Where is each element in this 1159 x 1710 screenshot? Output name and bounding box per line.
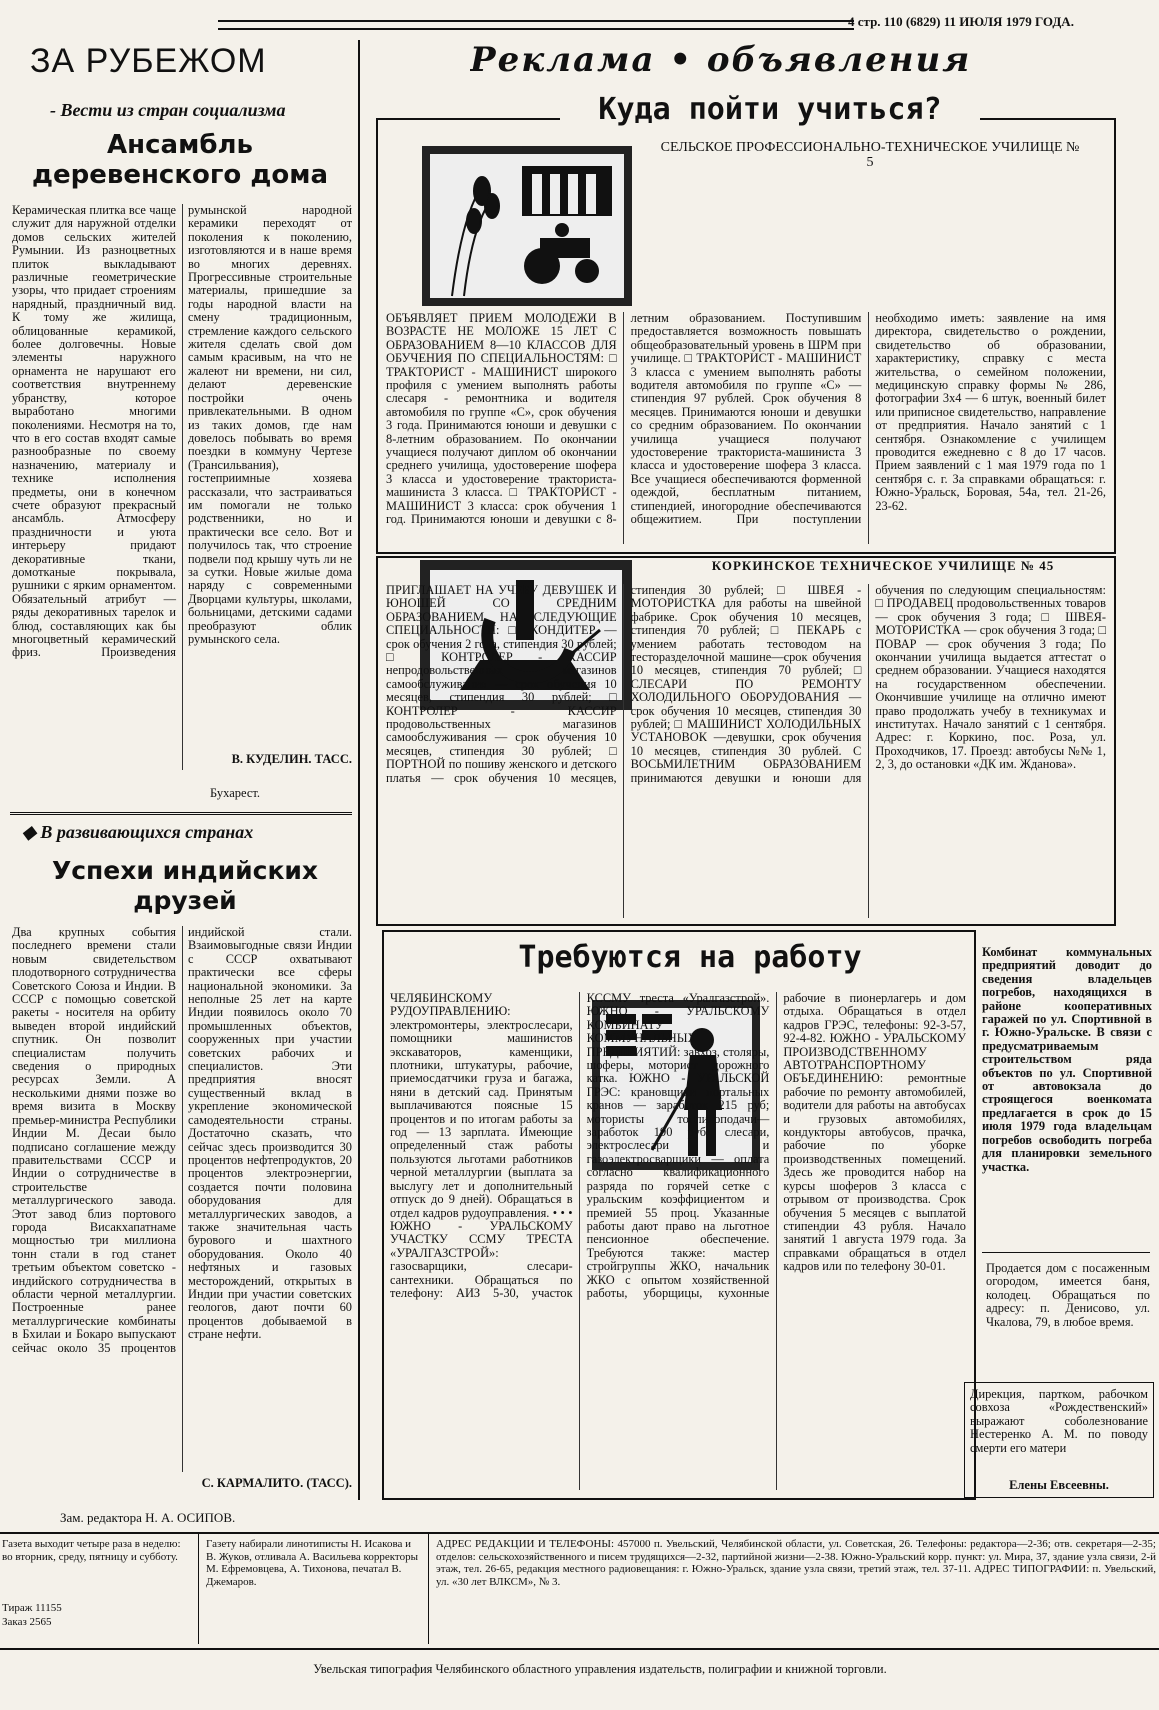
- jobs-body: ЧЕЛЯБИНСКОМУ РУДОУПРАВЛЕНИЮ: электромонтеры, электрослесари, помощники машинистов экскаваторов, каменщики, плотники, штукатуры, рабочие, приемосдатчики груза и багажа, няни в детский сад. Принятым выплачиваются поясные 15 процентов и по итогам работы за год — 13 зарплата. Имеющие определенный стаж работы пользуются льготами работников черной металлургии (выплата за выслугу лет и дополнительный отпуск до 9 дней). Обращаться в отдел кадров рудоуправления. • • • ЮЖНО - УРАЛЬСКОМУ УЧАСТКУ ССМУ ТРЕСТА «УРАЛГАЗСТРОЙ»: газосварщики, слесари-сантехники. Обращаться по телефону: АИЗ 5-30, участок КССМУ треста «Уралгазстрой». ЮЖНО - УРАЛЬСКОМУ КОМБИНАТУ КОММУНАЛЬНЫХ ПРЕДПРИЯТИЙ: завхоз, столяры, шоферы, моторист дорожного катка. ЮЖНО - УРАЛЬСКОЙ ГРЭС: крановщики портальных кранов — заработок 215 руб; мотористы топливоподачи—заработок 190 руб; слесари, электрослесари и газоэлектросварщики — оплата согласно квалификационного разряда по горячей сетке с уральским коэффициентом и премией 55 проц. Указанные работы дают право на льготное пенсионное обеспечение. Требуются также: мастер стройгруппы ЖКО, начальник ЖКО с опытом хозяйственной работы, уборщицы, кухонные рабочие в пионерлагерь и дом отдыха. Обращаться в отдел кадров ГРЭС, телефоны: 92-3-57, 92-4-82. ЮЖНО - УРАЛЬСКОМУ ПРОИЗВОДСТВЕННОМУ АВТОТРАНСПОРТНОМУ ОБЪЕДИНЕНИЮ: ремонтные рабочие по ремонту автомобилей, водители для работы на автобусах и грузовых автомобилях, кондукторы автобусов, прачка, рабочие по уборке производственных помещений. Здесь же проводится набор на курсы шоферов 3 класса с отрывом от производства. Срок обучения 5 месяцев с выплатой стипендии 43 рубля. Начало занятий 1 августа 1979 года. За справками обращаться в отдел кадров или по телефону 30-01.: [390, 992, 966, 1300]
- footer-divider-2: [428, 1534, 429, 1644]
- footer-rule-bottom: [0, 1648, 1159, 1650]
- notice-condolence: Дирекция, партком, рабочком совхоза «Рождественский» выражают соболезнование Нестеренко А. М. по поводу смерти его матери: [970, 1388, 1148, 1455]
- article2-author: С. КАРМАЛИТО. (ТАСС).: [201, 1476, 352, 1490]
- article1-title: Ансамбль деревенского дома: [31, 130, 328, 190]
- footer-rule-top: [0, 1532, 1159, 1534]
- footer-typeset: Газету набирали линотиписты Н. Исакова и В. Жуков, отливала А. Васильева корректоры М. Ефремовцева, А. Тихонова, печатал В. Джемаров.: [206, 1538, 418, 1588]
- notice-house: Продается дом с посаженным огородом, имеется баня, колодец. Обращаться по адресу: п. Денисово, ул. Чкалова, 79, в любое время.: [986, 1262, 1150, 1329]
- school1-banner: Куда пойти учиться?: [560, 92, 980, 132]
- article-divider: [10, 812, 352, 815]
- footer-address: АДРЕС РЕДАКЦИИ И ТЕЛЕФОНЫ: 457000 п. Увельский, Челябинской области, ул. Советская, 26. Телефоны: редактора—2-36; отв. секретаря—2-35; отделов: сельскохозяйственного и писем трудящихся—2-32, партийной жизни—2-38. Южно-Уральский корр. пункт: ул. Мира, 37, здание узла связи, 2-й этаж, тел. 26-65, редакция местного радиовещания: г. Южно-Уральск, здание узла связи, третий этаж, тел. 37-11. АДРЕС ТИПОГРАФИИ: п. Увельский, ул. «30 лет ВЛКСМ», № 3.: [436, 1538, 1156, 1588]
- footer-schedule: Газета выходит четыре раза в неделю: во вторник, среду, пятницу и субботу.: [2, 1538, 181, 1563]
- notice-kombinat: Комбинат коммунальных предприятий доводит до сведения владельцев погребов, находящихся в районе кооперативных гаражей по ул. Спортивной в г. Южно-Уральске. В связи с предусматриваемым строительством ряда объектов по ул. Спортивной от автовокзала до строящегося военкомата предлагается в срок до 15 июля 1979 года владельцам погребов освободить погреба для планировки земельного участка.: [982, 946, 1152, 1174]
- article1-author: [180, 752, 352, 784]
- article1-rubric: - Вести из стран социализма: [50, 100, 286, 120]
- footer-printer: Увельская типография Челябинского областного управления издательств, полиграфии и книжной торговли.: [313, 1662, 887, 1676]
- condolence-name: Елены Евсеевны.: [1009, 1478, 1109, 1492]
- editor-line: Зам. редактора Н. А. ОСИПОВ.: [60, 1510, 236, 1525]
- article2-body: Два крупных события последнего времени стали новым свидетельством плодотворного сотрудничества Советского Союза и Индии. В СССР с помощью советской ракеты - носителя на орбиту выведен второй индийский спутник. Он позволит специалистам получить сведения о природных ресурсах Земли. А несколькими днями позже во время визита в Москву премьер-министра Республики Индии М. Десаи было подписано соглашение между правительствами СССР и Индии о сотрудничестве в строительстве металлургического завода. Этот завод близ портового города Висакхапатнаме мощностью три миллиона тонн стали в год станет третьим объектом советско - индийского сотрудничества в области черной металлургии. Построенные ранее металлургические комбинаты в Бхилаи и Бокаро выпускают сейчас около 35 процентов индийской стали. Взаимовыгодные связи Индии с СССР охватывают практически все сферы национальной экономики. За неполные 25 лет на карте Индии появилось около 70 промышленных объектов, сооруженных при участии советских рабочих и специалистов. Эти предприятия вносят существенный вклад в укрепление экономической самодеятельности страны. Достаточно сказать, что сейчас здесь производится 30 процентов нефтепродуктов, 20 процентов электроэнергии, создается почти половина оборудования для металлургических заводов, а также значительная часть бурового и шахтного оборудования. Около 40 нефтяных и газовых месторождений, открытых в Индии при участии советских геологов, дают почти 60 процентов добываемой в стране нефти.: [12, 926, 352, 1355]
- jobs-banner: Требуются на работу: [518, 940, 862, 975]
- tractor-illustration: [422, 146, 632, 306]
- footer-zakaz: Заказ 2565: [2, 1616, 52, 1628]
- footer-divider-1: [198, 1534, 199, 1644]
- school2-name: КОРКИНСКОЕ ТЕХНИЧЕСКОЕ УЧИЛИЩЕ № 45: [711, 558, 1055, 573]
- section-title-abroad: ЗА РУБЕЖОМ: [30, 42, 267, 80]
- issue-line: 4 стр. 110 (6829) 11 ИЮЛЯ 1979 ГОДА.: [848, 14, 1074, 29]
- notice-divider: [982, 1252, 1150, 1253]
- article1-author-name: В. КУДЕЛИН. ТАСС.: [231, 752, 352, 766]
- column-separator: [358, 40, 360, 1500]
- article1-body: Керамическая плитка все чаще служит для наружной отделки домов сельских жителей Румынии. Из разноцветных плиток выкладывают различные геометрические узоры, что придает строениям нарядный, праздничный вид. К тому же жилища, облицованные керамикой, более долговечны. Новые элементы наружного орнамента не нарушают его соответствия внутреннему убранству, которое выработано многими поколениями. Несмотря на то, что в его состав входят самые разнообразные по своему назначению, материалу и технике исполнения предметы, они в конечном счете образуют прекрасный ансамбль. Атмосферу праздничности и уюта интерьеру придают декоративные ткани, домотканые покрывала, рушники с ярким орнаментом. Обязательный атрибут — ряды декоративных тарелок и блюд, составляющих как бы многоцветный керамический фриз. Произведения румынской народной керамики переходят от поколения к поколению, изготовляются и в наше время во многих деревнях. Прогрессивные строительные материалы, пришедшие за годы народной власти на смену традиционным, стремление каждого сельского жителя сделать свой дом самым красивым, на что не жалеют ни времени, ни сил, делают деревенские постройки очень привлекательными. В одном из таких домов, где нам довелось побывать во время поездки в коммуну Чертезе (Трансильвания), гостеприимные хозяева рассказали, что застраиваться им помогали не только родственники, но и практически все село. Вот и получилось так, что строение подвели под крышу чуть ли не за сутки. Новые жилые дома наряду с современными Дворцами культуры, школами, больницами, детскими садами преобразуют облик румынского села.: [12, 204, 352, 660]
- article1-place: Бухарест.: [210, 786, 261, 800]
- school1-name: СЕЛЬСКОЕ ПРОФЕССИОНАЛЬНО-ТЕХНИЧЕСКОЕ УЧИЛИЩЕ № 5: [660, 140, 1080, 170]
- section-title-ads: Реклама • объявления: [470, 40, 972, 80]
- article2-title: Успехи индийских друзей: [51, 856, 319, 915]
- school2-body: ПРИГЛАШАЕТ НА УЧЕБУ ДЕВУШЕК И ЮНОШЕЙ СО СРЕДНИМ ОБРАЗОВАНИЕМ НА СЛЕДУЮЩИЕ СПЕЦИАЛЬНОСТИ: □ КОНДИТЕР — срок обучения 2 года, стипендия 30 рублей; □ КОНТРОЛЕР - КАССИР непродовольственных магазинов самообслуживания — срок обучения 10 месяцев, стипендия 30 рублей; □ КОНТРОЛЕР - КАССИР продовольственных магазинов самообслуживания — срок обучения 10 месяцев, стипендия 30 рублей; □ ПОРТНОЙ по пошиву женского и детского платья — срок обучения 10 месяцев, стипендия 30 рублей; □ ШВЕЯ - МОТОРИСТКА для работы на швейной фабрике. Срок обучения 10 месяцев, стипендия 70 рублей; □ ПЕКАРЬ с умением работать тестоводом на тесторазделочной машине—срок обучения 10 месяцев, стипендия 70 рублей; □ СЛЕСАРИ ПО РЕМОНТУ ХОЛОДИЛЬНОГО ОБОРУДОВАНИЯ — срок обучения 10 месяцев, стипендия 30 рублей; □ МАШИНИСТ ХОЛОДИЛЬНЫХ УСТАНОВОК —девушки, срок обучения 10 месяцев, стипендия 30 рублей. С ВОСЬМИЛЕТНИМ ОБРАЗОВАНИЕМ принимаются девушки и юноши для обучения по следующим специальностям: □ ПРОДАВЕЦ продовольственных товаров — срок обучения 3 года; □ ШВЕЯ-МОТОРИСТКА — срок обучения 3 года; □ ПОВАР — срок обучения 3 года; По окончании училища выдается аттестат о среднем образовании. Учащиеся находятся на государственном обеспечении. Окончившие училище на отлично имеют право продолжать учебу в техникумах и институтах. Начало занятий с 1 сентября. Адрес: г. Коркино, пос. Роза, ул. Проходчиков, 17. Проезд: автобусы №№ 1, 2, 3, до остановки «ДК им. Жданова».: [386, 584, 1106, 785]
- school1-body: ОБЪЯВЛЯЕТ ПРИЕМ МОЛОДЕЖИ В ВОЗРАСТЕ НЕ МОЛОЖЕ 15 ЛЕТ С ОБРАЗОВАНИЕМ 8—10 КЛАССОВ ДЛЯ ОБУЧЕНИЯ ПО СПЕЦИАЛЬНОСТЯМ: □ ТРАКТОРИСТ - МАШИНИСТ широкого профиля с умением выполнять работы слесаря - ремонтника и водителя автомобиля по группе «С», срок обучения 3 года. Принимаются юноши и девушки с 8-летним образованием. По окончании учащиеся получают диплом об окончании среднего училища, удостоверение шофера 3 класса и удостоверение тракториста-машиниста 3 класса. □ ТРАКТОРИСТ - МАШИНИСТ 3 класса: срок обучения 1 год. Принимаются юноши и девушки с 8-летним образованием. Поступившим предоставляется возможность повышать общеобразовательный уровень в ШРМ при училище. □ ТРАКТОРИСТ - МАШИНИСТ 3 класса с умением выполнять работы водителя автомобиля по группе «С» — стипендия 97 рублей. Срок обучения 8 месяцев. Принимаются юноши и девушки со средним образованием. По окончании училища учащиеся получают удостоверение тракториста-машиниста 3 класса и удостоверение шофера 3 класса. Все учащиеся обеспечиваются форменной одеждой, бесплатным питанием, стипендией, иногородние обеспечиваются общежитием. При поступлении необходимо иметь: заявление на имя директора, свидетельство о рождении, свидетельство об образовании, характеристику, справку с места жительства, о семейном положении, медицинскую справку формы № 286, фотографии 3х4 — 6 штук, военный билет или приписное свидетельство, направление от предприятия. Начало занятий с 1 сентября. Ознакомление с училищем проводится ежедневно с 8 до 17 часов. Прием заявлений с 1 мая 1979 года по 1 сентября с. г. За справками обращаться: г. Южно-Уральск, Боровая, 54а, тел. 21-26, 23-62.: [386, 312, 1106, 527]
- footer-tirazh: Тираж 11155: [2, 1602, 62, 1614]
- masthead-rule: [218, 20, 854, 30]
- article2-rubric: ◆ В развивающихся странах: [22, 822, 254, 842]
